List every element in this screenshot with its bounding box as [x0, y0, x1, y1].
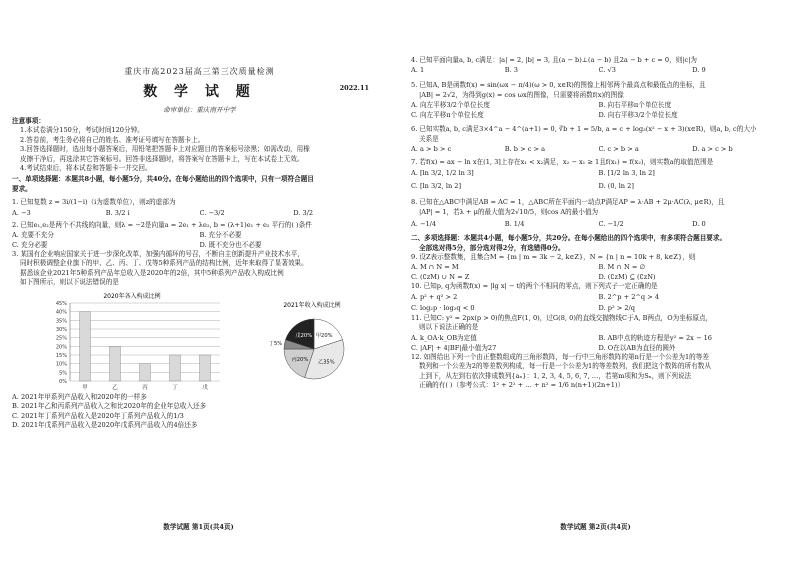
option: A. [ln 3/2, 1/2 ln 3]	[411, 169, 474, 178]
question-3-line: 据悉该企业2021年5种系列产品年总收入是2020年的2倍，其中5种系列产品收入构成比例	[20, 268, 284, 277]
bar	[80, 311, 91, 380]
question-3-option: A. 2021年甲系列产品收入和2020年的一样多	[12, 392, 147, 401]
option: C. −1/2	[598, 220, 624, 229]
option: C. 向左平移π个单位长度	[411, 111, 484, 120]
option: D. 3/2	[293, 208, 314, 217]
exam-unit: 命审单位：重庆南开中学	[163, 106, 236, 114]
option: A. a > b > c	[411, 145, 452, 154]
bar-category-label: 乙	[112, 384, 118, 391]
question-12-line: 正确的有( )（参考公式：1² + 2² + … + n² = 1/6 n(n+1)(2n+1)）	[419, 380, 625, 389]
section-2-heading: 二、多项选择题：本题共4小题，每小题5分，共20分。在每小题给出的四个选项中，有多项符合题目要求。	[411, 234, 727, 243]
option: B. M ∩ N = ∅	[598, 263, 646, 272]
question-11: 11. 已知C: y² = 2px(p > 0)的焦点F(1, 0)，过G(8, 0)的直线交抛物线C于A, B两点，O为坐标原点，	[411, 313, 713, 322]
question-5-options	[411, 100, 786, 110]
question-3-line: 同时积极调整企业旗下的甲、乙、丙、丁、戊等5种系列产品的结构比例，近年来取得了显著效果。	[20, 259, 308, 268]
question-9-options	[411, 262, 786, 272]
notice-line: 皮擦干净后，再选涂其它答案标号。回答非选择题时，将答案写在答题卡上，写在本试卷上无效。	[20, 154, 304, 163]
option: A. 向左平移3/2个单位长度	[411, 101, 490, 110]
question-3-option: C. 2021年丁系列产品收入是2020年丁系列产品收入的1/3	[12, 411, 184, 420]
pie-slice-label: 丙20%	[291, 356, 309, 363]
question-1: 1. 已知复数 z = 3i/(1−i)（i为虚数单位），则z的虚部为	[12, 198, 176, 207]
question-6-cont: 关系是	[419, 134, 439, 143]
option: B. 2^p + 2^q > 4	[598, 292, 660, 301]
option: D. 0	[692, 220, 706, 229]
option: B. AB中点的轨迹方程是y² = 2x − 16	[598, 333, 713, 342]
option: B. [1/2 ln 3, ln 2]	[598, 169, 655, 178]
notice-line: 1.本试卷满分150分，考试时间120分钟。	[20, 126, 144, 135]
page-2	[397, 0, 794, 561]
bar-y-tick-label: 15%	[55, 352, 67, 359]
option: B. 充分不必要	[199, 231, 242, 240]
pie-slice-label: 甲20%	[315, 332, 333, 339]
question-2-options	[12, 230, 387, 240]
bar-y-tick-label: 10%	[55, 361, 67, 368]
question-12-line: 12. 如图给出下列一个由正整数组成的三角形数阵，每一行中三角形数阵的第n行是一个公差为1的等差	[411, 352, 709, 361]
question-10: 10. 已知p, q为函数f(x) = |lg x| − t的两个不相同的零点，则下列式子一定正确的是	[411, 282, 658, 291]
question-2-options	[12, 240, 387, 250]
notice-line: 4.考试结束后，将本试卷和答题卡一并交回。	[20, 164, 152, 173]
question-2: 2. 已知e₁,e₂是两个不共线的向量，则λ = −2是向量a = 2e₁ + λe₂, b = (λ+1)e₁ + e₂ 平行的( )条件	[12, 220, 312, 229]
bar	[110, 346, 121, 381]
bar-y-tick-label: 5%	[59, 370, 67, 377]
section-1-heading: 一、单项选择题：本题共8小题，每小题5分，共40分。在每小题给出的四个选项中，只有一项符合题目	[12, 175, 314, 184]
question-12-line: 上到下，从左到右依次排成数列{aₙ}：1, 2, 3, 4, 5, 6, 7, …，若第m项和为Sₙ，则下列说法	[419, 371, 692, 380]
option: D. 向右平移3/2个单位长度	[598, 111, 678, 120]
bar-category-label: 戊	[202, 384, 208, 391]
question-9-options	[411, 272, 786, 282]
question-1-options	[12, 208, 387, 218]
bar-y-tick-label: 35%	[55, 318, 67, 325]
option: A. 1	[411, 66, 425, 75]
question-5-options	[411, 110, 786, 120]
question-6: 6. 已知实数a, b, c满足3×4^a − 4^(a+1) = 0, ∛b + 1 = 5/b, a = c + log₃(x² − x + 3)(x∈R)，则a, b, c的大小	[411, 125, 757, 134]
question-10-options	[411, 302, 786, 314]
question-7: 7. 若f(x) = ax − ln x在(1, 3]上存在x₁ < x₂满足，x₂ − x₁ ≥ 1且f(x₁) = f(x₂)，则实数a的取值范围是	[411, 158, 714, 167]
bar	[170, 355, 181, 381]
exam-header: 重庆市高2023届高三第三次质量检测	[124, 67, 275, 76]
question-3-option: B. 2021年乙和丙系列产品收入之和比2020年的企业年总收入还多	[12, 402, 207, 411]
option: B. 向右平移π个单位长度	[598, 101, 672, 110]
pie-slice-label: 戊20%	[295, 332, 313, 339]
question-11-options	[411, 343, 786, 353]
notice-line: 2.答卷前，考生务必将自己的姓名、准考证号填写在答题卡上。	[20, 135, 205, 144]
page-footer: 数学试题 第1页(共4页)	[163, 523, 234, 531]
option: C. √3	[598, 66, 616, 75]
option: D. p² > 2/q	[598, 303, 635, 312]
option: D. a > c > b	[692, 145, 733, 154]
question-3-option: D. 2021年戊系列产品收入是2020年戊系列产品收入的4倍还多	[12, 420, 198, 429]
option: B. 3	[504, 66, 518, 75]
option: C. log₂p · log₂q < 0	[411, 303, 475, 312]
question-7-options	[411, 180, 786, 193]
section-1-heading-cont: 要求。	[12, 184, 32, 193]
question-12-line: 数列和一个公差为2的等差数列构成，每一行是一个公差为1的等差数列，我们把这个数阵的所有数从	[419, 362, 711, 371]
option: A. 充要不充分	[12, 231, 54, 240]
bar-category-label: 甲	[82, 384, 88, 391]
bar-category-label: 丙	[142, 384, 148, 391]
bar-y-tick-label: 20%	[55, 344, 67, 351]
bar-category-label: 丁	[172, 384, 178, 391]
exam-date: 2022.11	[339, 84, 369, 92]
option: D. 既不充分也不必要	[199, 241, 262, 250]
option: A. −3	[12, 208, 31, 217]
option: A. p² + q² > 2	[411, 292, 458, 301]
option: C. |AF| + 4|BF|最小值为27	[411, 343, 497, 352]
option: C. [ln 3/2, ln 2]	[411, 182, 462, 191]
pie-slice-label: 丁5%	[268, 340, 283, 347]
question-10-options	[411, 292, 786, 302]
question-3-line: 3. 某国有企业响应国家关于进一步深化改革，加强内循环的号召，不断自主创新提升产业技术水平，	[12, 250, 304, 259]
option: B. b > c > a	[504, 145, 546, 154]
question-5: 5. 已知A, B是函数f(x) = sin(ωx − π/4)(ω > 0, x∈R)的图像上相邻两个最高点和最低点的坐标，且	[411, 81, 706, 90]
option: C. 充分必要	[12, 241, 48, 250]
pie-slice-label: 乙35%	[317, 358, 335, 365]
question-3-figure	[12, 289, 387, 393]
section-2-heading-cont: 全部选对得5分，部分选对得2分，有选错得0分。	[419, 243, 565, 252]
option: D. 9	[692, 66, 706, 75]
option: A. −1/4	[411, 220, 437, 229]
option: B. 3/2 i	[105, 208, 130, 217]
bar-y-tick-label: 30%	[55, 326, 67, 333]
pie-chart-title: 2021年收入构成比例	[283, 301, 341, 309]
option: D. (0, ln 2]	[598, 182, 634, 191]
option: A. k_OA·k_OB为定值	[411, 333, 477, 342]
option: A. M ∩ N = M	[411, 263, 459, 272]
option: B. 1/4	[504, 220, 525, 229]
question-11-options	[411, 333, 786, 343]
question-9: 9. 设Z表示整数集，且集合M = {m | m = 3k − 2, k∈Z}，N = {n | n = 10k + 8, k∈Z}，则	[411, 253, 696, 262]
bar-y-tick-label: 45%	[55, 300, 67, 307]
question-11-cont: 则以下说法正确的是	[419, 323, 479, 332]
question-4: 4. 已知平面向量a, b, c满足：|a| = 2, |b| = 3, 且(a − b)⊥(a − b) 且2a − b + c = 0，则|c|为	[411, 56, 698, 64]
notice-line: 3.回答选择题时，选出每小题答案后，用铅笔把答题卡上对应题目的答案标号涂黑；如需改动，用橡	[20, 145, 310, 154]
notice-title: 注意事项：	[12, 117, 45, 125]
option: C. (∁zM) ∪ N = Z	[411, 273, 470, 282]
page-footer: 数学试题 第2页(共4页)	[560, 523, 631, 531]
question-8-options	[411, 217, 786, 231]
bar	[200, 355, 211, 381]
bar-y-tick-label: 40%	[55, 309, 67, 316]
option: D. O在以AB为直径的圆外	[598, 343, 676, 352]
question-7-options	[411, 167, 786, 180]
question-3-line: 如下图所示，则以下说法错误的是	[20, 278, 119, 287]
question-6-options	[411, 144, 786, 154]
option: D. (∁zM) ⊆ (∁zN)	[598, 273, 656, 282]
exam-title: 数 学 试 题	[143, 84, 256, 100]
option: C. −3/2	[199, 208, 225, 217]
question-5-cont: |AB| = 2√2，为得到g(x) = cos ωx的图像，只需要将函数f(x)的图像	[419, 90, 624, 99]
option: C. c > b > a	[598, 145, 639, 154]
bar-chart-title: 2020年各入构成比例	[103, 292, 161, 300]
bar	[140, 363, 151, 380]
question-8: 8. 已知在△ABC中满足AB = AC = 1，△ABC所在平面内一动点P满足AP = λ·AB + 2μ·AC(λ, μ∈R)，且	[411, 198, 725, 207]
bar-y-tick-label: 25%	[55, 335, 67, 342]
question-4-options	[411, 65, 786, 75]
question-8-cont: |AP| = 1，若λ + μ的最大值为2√10/5，则cos A的最小值为	[419, 207, 599, 216]
bar-y-tick-label: 0%	[59, 378, 67, 385]
